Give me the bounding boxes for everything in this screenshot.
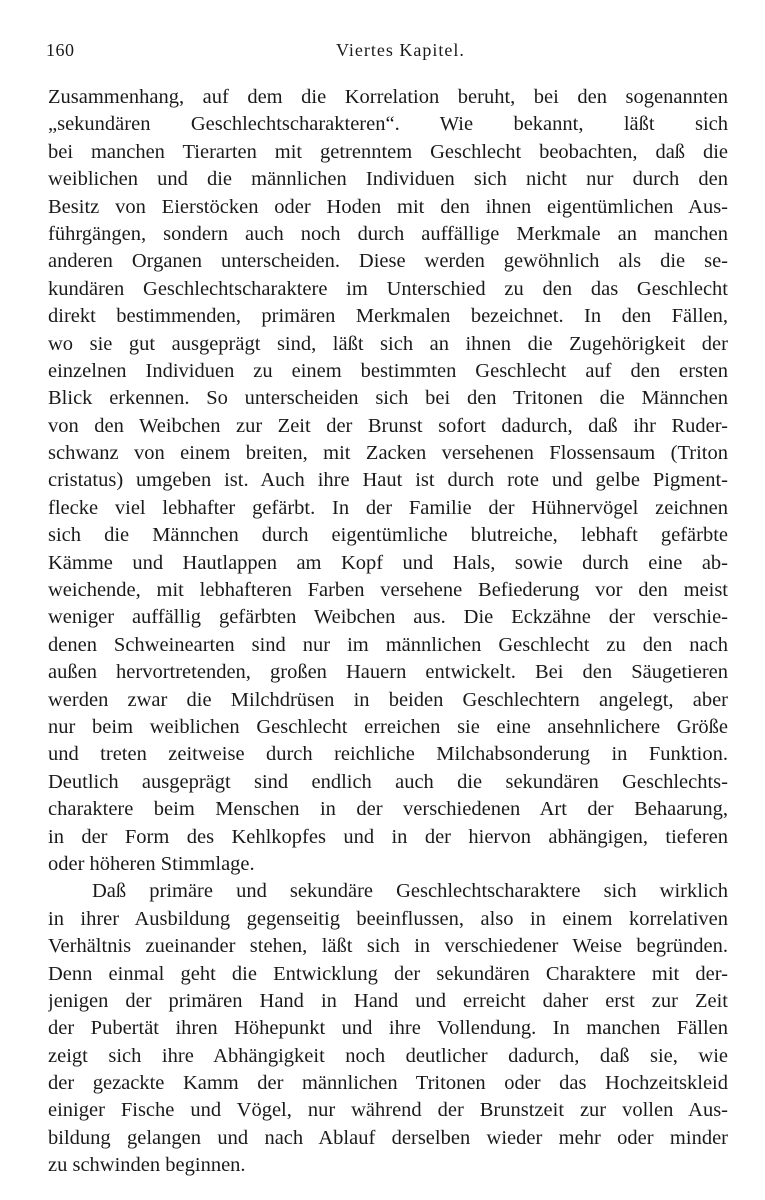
text-line: Deutlich ausgeprägt sind endlich auch die sekundären Geschlechts- bbox=[48, 770, 728, 793]
text-line: von den Weibchen zur Zeit der Brunst sofort dadurch, daß ihr Ruder- bbox=[48, 414, 728, 437]
text-line: Blick erkennen. So unterscheiden sich bei den Tritonen die Männchen bbox=[48, 387, 728, 410]
text-line: der Pubertät ihren Höhepunkt und ihre Vollendung. In manchen Fällen bbox=[48, 1017, 728, 1040]
text-line: in ihrer Ausbildung gegenseitig beeinflussen, also in einem korrelativen bbox=[48, 907, 728, 930]
text-line: flecke viel lebhafter gefärbt. In der Familie der Hühnervögel zeichnen bbox=[48, 496, 728, 519]
body-text bbox=[48, 84, 728, 1180]
text-line: wo sie gut ausgeprägt sind, läßt sich an ihnen die Zugehörigkeit der bbox=[48, 332, 728, 355]
paragraph bbox=[48, 84, 728, 878]
text-line: weniger auffällig gefärbten Weibchen aus. Die Eckzähne der verschie- bbox=[48, 606, 728, 629]
page-number: 160 bbox=[46, 40, 75, 60]
text-line: schwanz von einem breiten, mit Zacken versehenen Flossensaum (Triton bbox=[48, 442, 728, 465]
text-line: und treten zeitweise durch reichliche Milchabsonderung in Funktion. bbox=[48, 743, 728, 766]
text-line: anderen Organen unterscheiden. Diese werden gewöhnlich als die se- bbox=[48, 250, 728, 273]
text-line: cristatus) umgeben ist. Auch ihre Haut ist durch rote und gelbe Pigment- bbox=[48, 469, 728, 492]
text-line: Besitz von Eierstöcken oder Hoden mit den ihnen eigentümlichen Aus- bbox=[48, 195, 728, 218]
text-line: einzelnen Individuen zu einem bestimmten Geschlecht auf den ersten bbox=[48, 359, 728, 382]
text-line: sich die Männchen durch eigentümliche blutreiche, lebhaft gefärbte bbox=[48, 524, 728, 547]
text-line: Daß primäre und sekundäre Geschlechtscharaktere sich wirklich bbox=[92, 880, 728, 903]
text-line: bei manchen Tierarten mit getrenntem Geschlecht beobachten, daß die bbox=[48, 140, 728, 163]
text-line: „sekundären Geschlechtscharakteren“. Wie bekannt, läßt sich bbox=[48, 113, 728, 136]
paragraph bbox=[48, 878, 728, 1179]
text-line: oder höheren Stimmlage. bbox=[48, 852, 255, 875]
text-line: charaktere beim Menschen in der verschiedenen Art der Behaarung, bbox=[48, 798, 728, 821]
text-line: werden zwar die Milchdrüsen in beiden Geschlechtern angelegt, aber bbox=[48, 688, 728, 711]
chapter-title: Viertes Kapitel. bbox=[336, 40, 465, 60]
text-line: weiblichen und die männlichen Individuen sich nicht nur durch den bbox=[48, 168, 728, 191]
text-line: zeigt sich ihre Abhängigkeit noch deutlicher dadurch, daß sie, wie bbox=[48, 1044, 728, 1067]
text-line: kundären Geschlechtscharaktere im Unterschied zu den das Geschlecht bbox=[48, 277, 728, 300]
text-line: jenigen der primären Hand in Hand und erreicht daher erst zur Zeit bbox=[48, 989, 728, 1012]
text-line: direkt bestimmenden, primären Merkmalen bezeichnet. In den Fällen, bbox=[48, 305, 728, 328]
text-line: bildung gelangen und nach Ablauf derselben wieder mehr oder minder bbox=[48, 1126, 728, 1149]
text-line: Denn einmal geht die Entwicklung der sekundären Charaktere mit der- bbox=[48, 962, 728, 985]
text-line: der gezackte Kamm der männlichen Tritonen oder das Hochzeitskleid bbox=[48, 1072, 728, 1095]
text-line: einiger Fische und Vögel, nur während der Brunstzeit zur vollen Aus- bbox=[48, 1099, 728, 1122]
text-line: Kämme und Hautlappen am Kopf und Hals, sowie durch eine ab- bbox=[48, 551, 728, 574]
text-line: weichende, mit lebhafteren Farben versehene Befiederung vor den meist bbox=[48, 579, 728, 602]
text-line: in der Form des Kehlkopfes und in der hiervon abhängigen, tieferen bbox=[48, 825, 728, 848]
text-line: nur beim weiblichen Geschlecht erreichen sie eine ansehnlichere Größe bbox=[48, 715, 728, 738]
text-line: denen Schweinearten sind nur im männlichen Geschlecht zu den nach bbox=[48, 633, 728, 656]
text-line: außen hervortretenden, großen Hauern entwickelt. Bei den Säugetieren bbox=[48, 661, 728, 684]
text-line: Zusammenhang, auf dem die Korrelation beruht, bei den sogenannten bbox=[48, 86, 728, 108]
text-line: führgängen, sondern auch noch durch auffällige Merkmale an manchen bbox=[48, 222, 728, 245]
text-line: Verhältnis zueinander stehen, läßt sich in verschiedener Weise begründen. bbox=[48, 935, 728, 958]
text-line: zu schwinden beginnen. bbox=[48, 1154, 246, 1177]
running-head bbox=[46, 40, 726, 68]
